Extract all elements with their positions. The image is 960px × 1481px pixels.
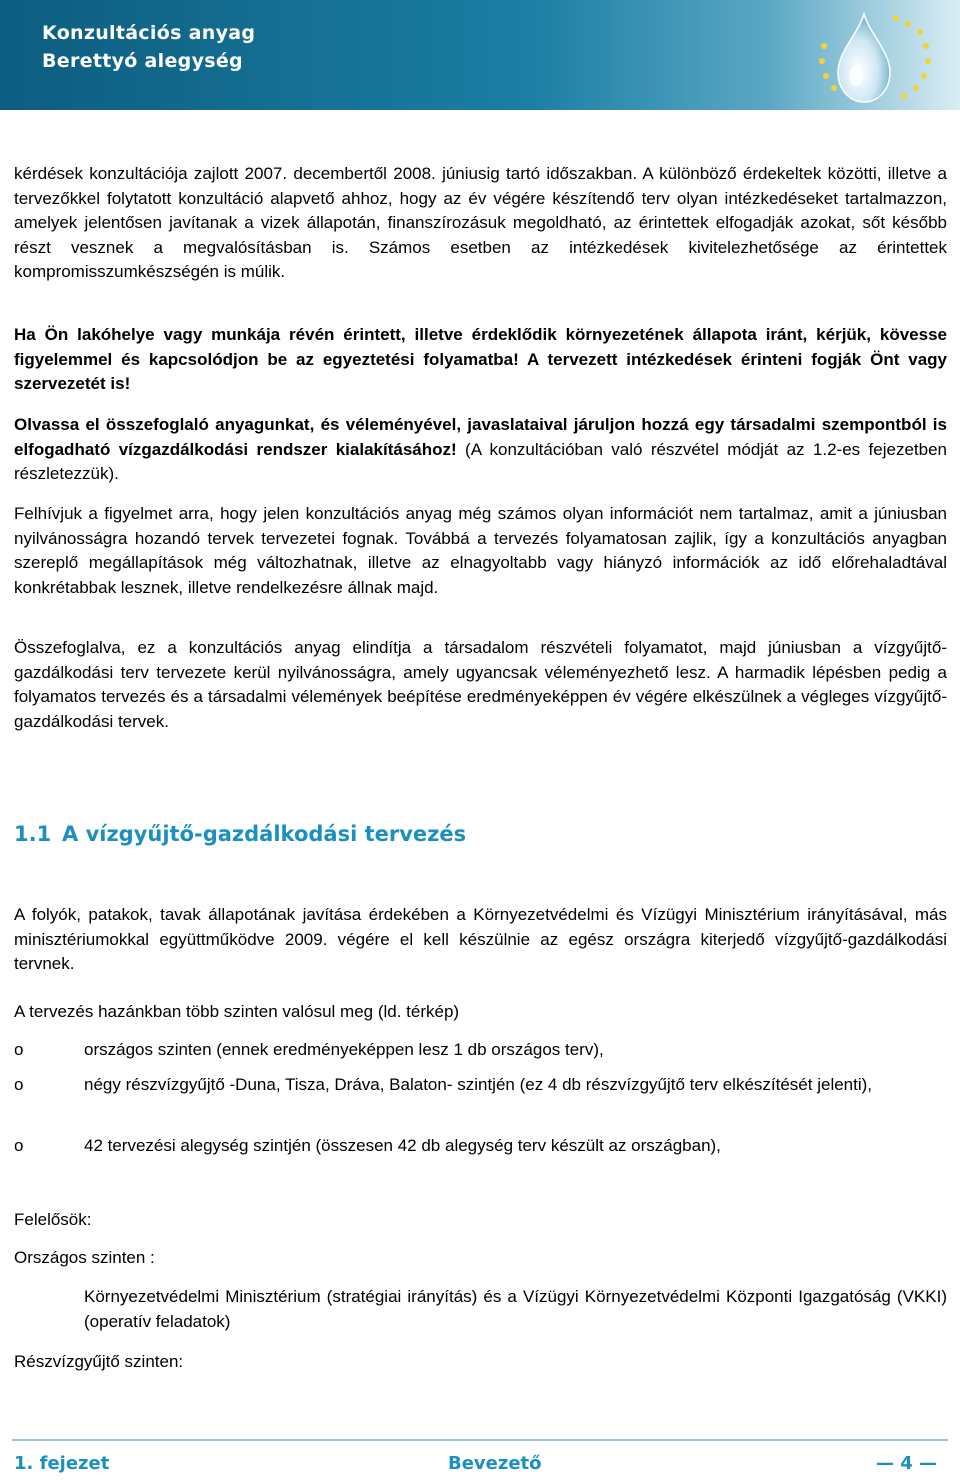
- bullet-marker: o: [14, 1040, 24, 1059]
- footer-chapter: 1. fejezet: [14, 1453, 110, 1474]
- footer-title: Bevezető: [448, 1453, 542, 1474]
- responsibles-label: Felelősök:: [14, 1210, 92, 1229]
- header-subtitle: Berettyó alegység: [42, 50, 243, 72]
- section-number: 1.1: [14, 822, 52, 846]
- bullet-marker: o: [14, 1136, 24, 1155]
- read-summary-bold: Olvassa el összefoglaló anyagunkat, és véleményével, javaslataival járuljon hozzá egy társadalmi szempontból is elfogadható vízgazdálkodási rendszer kialakításához!: [14, 415, 947, 459]
- list-item-text: négy részvízgyűjtő -Duna, Tisza, Dráva, Balaton- szintjén (ez 4 db részvízgyűjtő terv elkészítését jelenti),: [84, 1075, 873, 1094]
- read-summary-rest: (A konzultációban való részvétel módját az 1.2-es fejezetben részletezzük).: [14, 439, 947, 483]
- header-title: Konzultációs anyag: [42, 22, 256, 44]
- paragraph-attention: Felhívjuk a figyelmet arra, hogy jelen konzultációs anyag még számos olyan információt nem tartalmaz, amit a júniusban nyilvánosságra hozandó tervek tervezetei fognak. Továbbá a tervezés folyamatosan zajlik, így a konzultációs anyagban szereplő megállapítások még változhatnak, illetve az elnagyoltabb vagy hiányzó információk az idő előrehaladtával konkrétabbak lesznek, illetve rendelkezésre állnak majd.: [14, 504, 947, 597]
- footer-divider: [12, 1439, 948, 1441]
- paragraph-rivers: A folyók, patakok, tavak állapotának javítása érdekében a Környezetvédelmi és Vízügyi Minisztérium irányításával, más minisztériumokkal együttműködve 2009. végére el kell készülnie az egész országra kiterjedő vízgyűjtő-gazdálkodási tervnek.: [14, 905, 947, 973]
- header-banner: [0, 0, 960, 110]
- bullet-marker: o: [14, 1075, 24, 1094]
- paragraph-call-to-action: Ha Ön lakóhelye vagy munkája révén érintett, illetve érdeklődik környezetének állapota iránt, kérjük, kövesse figyelemmel és kapcsolódjon be az egyeztetési folyamatba! A tervezett intézkedések érinteni fogják Önt vagy szervezetét is!: [14, 325, 947, 393]
- national-level-label: Országos szinten :: [14, 1248, 155, 1267]
- paragraph-summary: Összefoglalva, ez a konzultációs anyag elindítja a társadalom részvételi folyamatot, majd júniusban a vízgyűjtő-gazdálkodási terv tervezete kerül nyilvánosságra, amely ugyancsak véleményezhető lesz. A harmadik lépésben pedig a folyamatos tervezés és a társadalmi vélemények beépítése eredményeképpen év végére elkészülnek a végleges vízgyűjtő-gazdálkodási tervek.: [14, 638, 947, 731]
- water-drop-eu-stars-logo-icon: [812, 4, 952, 108]
- paragraph-read-summary: [14, 413, 947, 487]
- national-level-text: Környezetvédelmi Minisztérium (stratégiai irányítás) és a Vízügyi Környezetvédelmi Központi Igazgatóság (VKKI) (operatív feladatok): [84, 1287, 947, 1331]
- section-heading: [14, 822, 466, 846]
- list-item-text: országos szinten (ennek eredményeképpen lesz 1 db országos terv),: [84, 1040, 604, 1059]
- paragraph-consultation-intro: kérdések konzultációja zajlott 2007. decembertől 2008. júniusig tartó időszakban. A különböző érdekeltek közötti, illetve a tervezőkkel folytatott konzultáció alapvető ahhoz, hogy az év végére készítendő terv olyan intézkedéseket tartalmazzon, amelyek jelentősen javítanak a vizek állapotán, finanszírozásuk megoldható, az érintettek elfogadják azokat, sőt később részt vesznek a megvalósításban is. Számos esetben az intézkedések kivitelezhetősége az érintettek kompromisszumkészségén is múlik.: [14, 164, 947, 281]
- paragraph-levels: A tervezés hazánkban több szinten valósul meg (ld. térkép): [14, 1002, 460, 1021]
- subbasin-level-label: Részvízgyűjtő szinten:: [14, 1352, 184, 1371]
- section-title: A vízgyűjtő-gazdálkodási tervezés: [62, 822, 467, 846]
- footer-page-number: — 4 —: [876, 1453, 938, 1474]
- list-item-text: 42 tervezési alegység szintjén (összesen 42 db alegység terv készült az országban),: [84, 1136, 721, 1155]
